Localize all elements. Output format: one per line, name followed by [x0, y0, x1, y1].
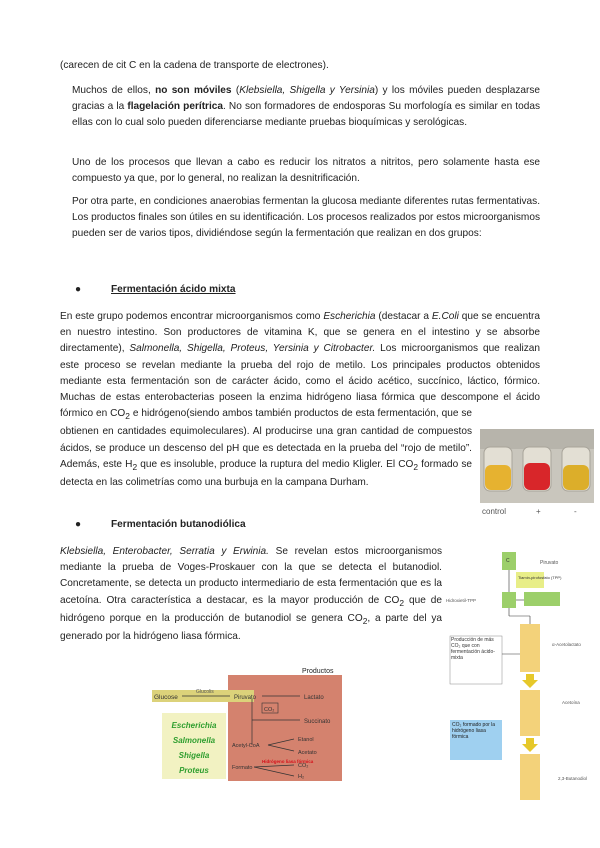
p1-c: ( — [231, 85, 240, 96]
p4-a: En este grupo podemos encontrar microorganismos como — [60, 311, 324, 322]
bullet-dot: ● — [75, 284, 82, 295]
fig1-product-succinate: Succinato — [304, 719, 331, 725]
mixed-acid-pathway-figure — [152, 665, 344, 783]
tube-label-negative: - — [574, 507, 577, 516]
fig2-piruvato: Piruvato — [540, 560, 559, 566]
tube-negative — [563, 465, 589, 490]
p4-b: Escherichia — [323, 311, 376, 322]
p1-d: Klebsiella, Shigella y Yersinia — [239, 85, 375, 96]
fig1-organism-escherichia: Escherichia — [171, 721, 217, 730]
p1-g: . No son formadores de endosporas Su morfología es similar en todas ellas con lo cual solo pueden diferenciarse mediante pruebas bioquímicas y serológicas. — [72, 101, 540, 129]
paragraph-butanediol — [60, 544, 442, 645]
fig1-glucose: Glucose — [154, 694, 178, 701]
p4-f: Salmonella, Shigella, Proteus, Yersinia y Citrobacter. — [129, 343, 376, 355]
co2-subscript-2: 2 — [413, 461, 419, 472]
co2-subscript-3: 2 — [399, 597, 405, 608]
fig2-note1: Producción de más CO₂ que con fermentación ácido-mixta — [451, 637, 495, 661]
fig1-enzyme: Hidrógeno liasa fórmica — [262, 759, 314, 764]
tube-control — [485, 465, 511, 490]
methyl-red-tubes-photo — [480, 429, 594, 521]
bullet-dot-2: ● — [75, 519, 82, 530]
heading-mixed-acid-text: Fermentación ácido mixta — [111, 284, 236, 295]
p4-g: Los microorganismos que realizan este proceso se revelan mediante la prueba del rojo de metilo. Los principales productos obtenidos mediante esta fermentación son de carácter ácido, como el ácido acético, succínico, láctico, fórmico. Muchas de estas enterobacterias poseen la enzima hidrógeno liasa fórmica que descompone el ácido fórmico en CO — [60, 343, 540, 420]
p1-b: no son móviles — [155, 85, 232, 96]
fig1-product-co2: CO₂ — [264, 707, 275, 713]
p4-e: que se encuentra en nuestro intestino. Son productores de vitamina K, que se genera en el intestino y se absorbe directamente), — [60, 311, 540, 355]
fig2-butanodiol: 2,3-Butanodiol — [558, 776, 588, 781]
tube-label-positive: + — [536, 507, 541, 516]
p4-h: e hidrógeno(siendo ambos también productos de esta fermentación, que se obtienen en cantidades equimoleculares). Al producirse una gran cantidad de compuestos ácidos, se produce un descenso del pH que es detectada en la prueba del “rojo de metilo”. Además, este H — [60, 408, 472, 470]
p1-e: ) y los móviles pueden desplazarse gracias a la — [72, 85, 540, 113]
p4-j: formado se detecta en las colimetrías como una burbuja en la campana Durham. — [60, 458, 472, 489]
p4-c: (destacar a — [375, 311, 432, 322]
svg-text:C: C — [506, 558, 510, 564]
fig2-acetoina: Acetoína — [562, 700, 580, 705]
fig1-pyruvate: Piruvato — [234, 695, 257, 701]
fig1-organism-shigella: Shigella — [178, 751, 210, 760]
heading-butanediol — [75, 519, 246, 530]
p5-b: Se revelan estos microorganismos mediante la prueba de Voges-Proskauer con la que se detecta el butanodiol. Concretamente, se detecta un producto intermediario de esta fermentación que es la acetoína. Otra característica a destacar, es la mayor producción de CO — [60, 546, 442, 606]
fig1-product-acetate: Acetato — [298, 750, 317, 756]
fig2-tpp: Tiamin-pirofosfato (TPP) — [518, 575, 562, 580]
fig1-organism-salmonella: Salmonella — [172, 736, 216, 745]
p4-i: que es insoluble, produce la ruptura del medio Kligler. El CO — [137, 458, 414, 470]
tube-label-control: control — [482, 507, 507, 516]
heading-butanediol-text: Fermentación butanodiólica — [111, 519, 246, 530]
butanediol-pathway-figure — [446, 544, 596, 806]
paragraph-motility — [72, 83, 540, 132]
fig1-product-lactate: Lactato — [304, 695, 324, 701]
tube-positive — [524, 463, 550, 490]
fig1-title: Productos — [302, 668, 334, 675]
p5-a: Klebsiella, Enterobacter, Serratia y Erwinia. — [60, 546, 269, 557]
p1-a: Muchos de ellos, — [72, 85, 156, 96]
h2-subscript: 2 — [132, 461, 138, 472]
fig2-note2: CO₂ formado por la hidrógeno liasa fórmica — [452, 722, 496, 740]
paragraph-nitrates: Uno de los procesos que llevan a cabo es reducir los nitratos a nitritos, pero solamente hasta ese compuesto ya que, por lo general, no realizan la desnitrificación. — [72, 157, 540, 185]
fig1-product-h2: H₂ — [298, 774, 305, 780]
intro-line: (carecen de cit C en la cadena de transporte de electrones). — [60, 60, 329, 71]
fig1-formate: Formato — [232, 765, 253, 771]
p5-c: que de hidrógeno porque en la producción de butanodiol se genera CO — [60, 594, 442, 624]
p1-f: flagelación perítrica — [127, 101, 224, 113]
p4-d: E.Coli — [431, 311, 459, 322]
fig1-acetyl: Acetyl-CoA — [232, 743, 260, 749]
co2-subscript: 2 — [125, 411, 130, 422]
fig1-organism-proteus: Proteus — [179, 766, 209, 775]
fig1-product-ethanol: Etanol — [298, 737, 314, 743]
co2-subscript-4: 2 — [362, 615, 368, 626]
paragraph-mixed-acid — [60, 309, 540, 501]
fig2-hidroxietil: Hidroxietil-TPP — [446, 598, 477, 603]
p5-d: , a parte del ya generado por la hidrógeno liasa fórmica. — [60, 612, 442, 643]
heading-mixed-acid — [75, 284, 236, 295]
paragraph-fermentation: Por otra parte, en condiciones anaerobias fermentan la glucosa mediante diferentes rutas fermentativas. Los productos finales son útiles en su identificación. Los procesos realizados por estos microorganismos pueden ser de varios tipos, dividiéndose según la fermentación que realizan en dos grupos: — [72, 196, 540, 240]
fig1-arrow-label: Glucolis — [196, 689, 214, 695]
fig1-product-co2-2: CO₂ — [298, 763, 309, 769]
fig2-acetolactato: α-Acetolactato — [552, 642, 581, 647]
